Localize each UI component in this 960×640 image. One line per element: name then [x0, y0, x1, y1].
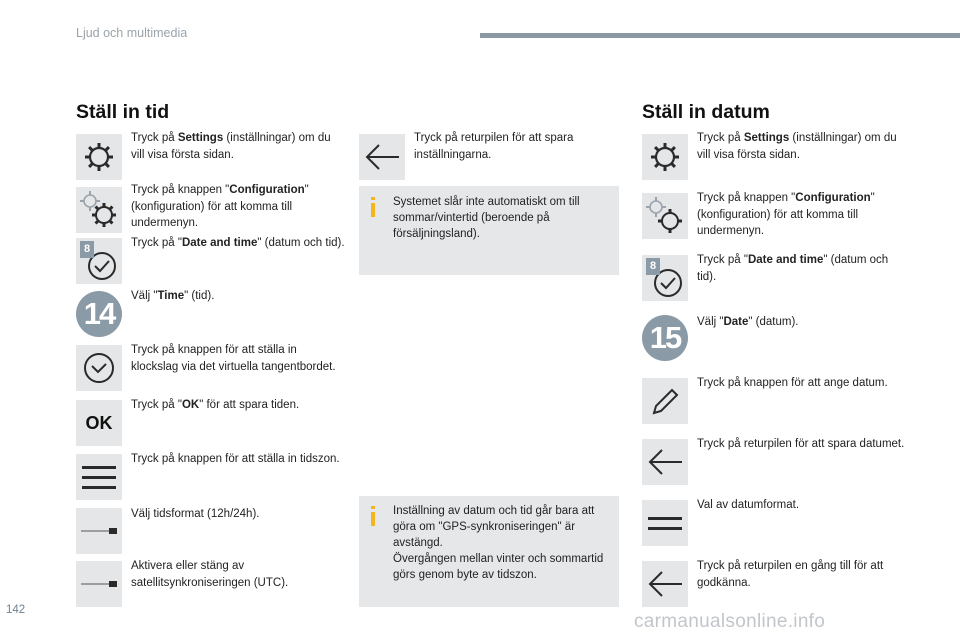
toggle-icon	[79, 521, 119, 541]
note-2-text: Inställning av datum och tid går bara att göra om "GPS-synkroniseringen" är avstängd. Övergången mellan vinter och sommartid görs genom byte av tidszon.	[393, 505, 604, 581]
middle-back-text: Tryck på returpilen för att spara inställningarna.	[414, 132, 574, 161]
back-arrow-icon-box	[359, 134, 405, 180]
date-step-4: Välj "Date" (datum).	[697, 316, 799, 328]
date-step-8: Tryck på returpilen en gång till för att godkänna.	[697, 560, 884, 589]
time-step-8: Välj tidsformat (12h/24h).	[131, 508, 260, 520]
page-number: 142	[6, 604, 26, 616]
info-icon	[371, 506, 375, 509]
time-step-6: Tryck på "OK" för att spara tiden.	[131, 399, 300, 411]
time-step-3: Tryck på "Date and time" (datum och tid).	[131, 237, 345, 249]
time-step-5: Tryck på knappen för att ställa in klockslag via det virtuella tangentbordet.	[131, 344, 336, 373]
gears-icon	[644, 195, 686, 237]
settings-icon-box	[76, 134, 122, 180]
keyboard-icon-box	[76, 345, 122, 391]
gears-icon	[78, 189, 120, 231]
header-bar	[480, 33, 960, 38]
date-section-title: Ställ in datum	[642, 101, 770, 123]
info-icon-bar	[371, 512, 375, 526]
date-settings-icon-box	[642, 134, 688, 180]
time-step-2: Tryck på knappen "Configuration" (konfiguration) för att komma till undermenyn.	[131, 184, 309, 229]
info-icon	[371, 197, 375, 200]
back-arrow-icon	[646, 569, 684, 599]
badge-8: 8	[646, 258, 660, 275]
pencil-icon	[648, 384, 682, 418]
date-step-3: Tryck på "Date and time" (datum och tid).	[697, 254, 889, 283]
utc-icon-box	[76, 561, 122, 607]
menu-icon	[80, 460, 118, 494]
time-step-4: Välj "Time" (tid).	[131, 290, 215, 302]
back-arrow-icon	[363, 142, 401, 172]
page-header-title: Ljud och multimedia	[76, 26, 188, 40]
checkmark-icon	[82, 351, 116, 385]
date-configuration-icon-box	[642, 193, 688, 239]
configuration-icon-box	[76, 187, 122, 233]
gear-icon	[648, 140, 682, 174]
badge-8: 8	[80, 241, 94, 258]
format-bar-icon	[646, 513, 684, 533]
time-step-1: Tryck på Settings (inställningar) om du vill visa första sidan.	[131, 132, 331, 161]
step-number-14: 14	[76, 291, 122, 337]
time-section-title: Ställ in tid	[76, 101, 170, 123]
edit-icon-box	[642, 378, 688, 424]
time-step-9: Aktivera eller stäng av satellitsynkroniseringen (UTC).	[131, 560, 289, 589]
note-box-2	[359, 496, 619, 607]
date-back2-icon-box	[642, 561, 688, 607]
date-step-7: Val av datumformat.	[697, 499, 800, 511]
ok-icon-box	[76, 400, 122, 446]
back-arrow-icon	[646, 447, 684, 477]
date-step-1: Tryck på Settings (inställningar) om du vill visa första sidan.	[697, 132, 897, 161]
watermark: carmanualsonline.info	[634, 611, 826, 632]
toggle-icon	[79, 574, 119, 594]
note-1-text: Systemet slår inte automatiskt om till sommar/vintertid (beroende på försäljningsland).	[393, 196, 580, 240]
date-step-2: Tryck på knappen "Configuration" (konfiguration) för att komma till undermenyn.	[697, 192, 875, 237]
date-step-5: Tryck på knappen för att ange datum.	[697, 377, 888, 389]
gear-icon	[82, 140, 116, 174]
time-step-7: Tryck på knappen för att ställa in tidszon.	[131, 453, 340, 465]
date-step-6: Tryck på returpilen för att spara datumet.	[697, 438, 905, 450]
info-icon-bar	[371, 203, 375, 217]
format-icon-box	[76, 508, 122, 554]
ok-icon: OK	[85, 412, 113, 433]
date-format-icon-box	[642, 500, 688, 546]
date-back-icon-box	[642, 439, 688, 485]
note-box-1	[359, 186, 619, 275]
timezone-icon-box	[76, 454, 122, 500]
step-number-15: 15	[642, 315, 688, 361]
